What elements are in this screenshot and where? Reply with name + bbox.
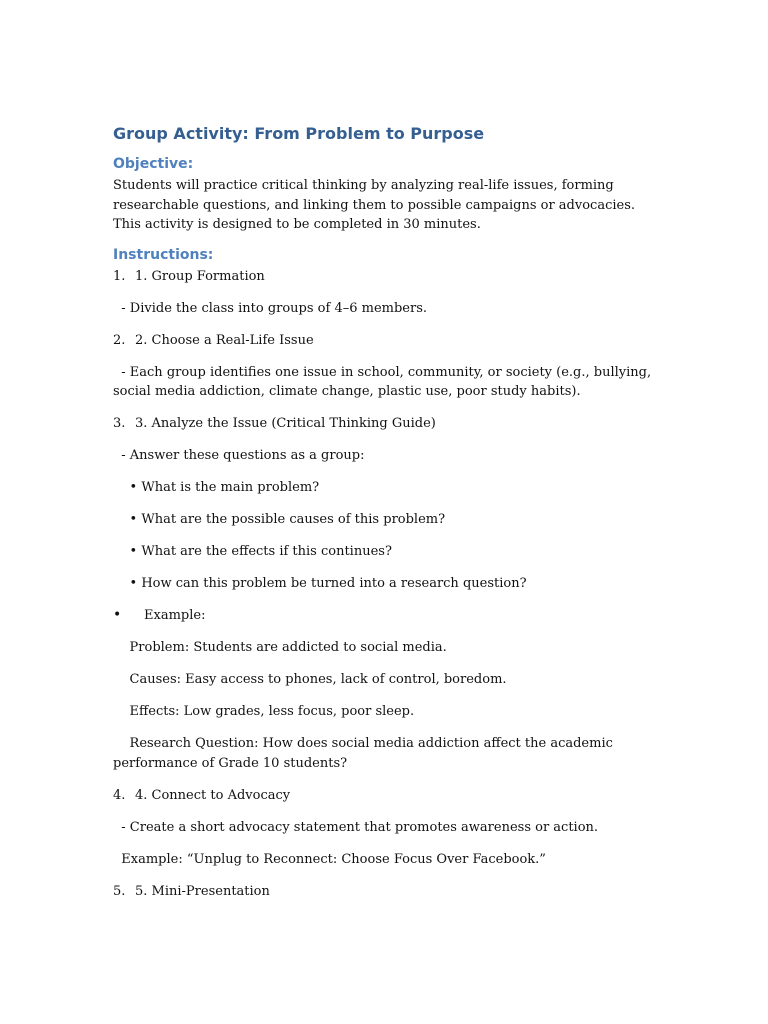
- step-3-detail: - Answer these questions as a group:: [113, 448, 365, 463]
- example-line: Causes: Easy access to phones, lack of control, boredom.: [113, 672, 507, 687]
- example-item: [113, 606, 658, 626]
- step-3-number: 3.: [113, 416, 126, 431]
- step-1: [113, 267, 658, 287]
- example-line: Effects: Low grades, less focus, poor sleep.: [113, 704, 415, 719]
- document-title: Group Activity: From Problem to Purpose: [113, 124, 485, 143]
- step-5: [113, 882, 658, 902]
- step-4-number: 4.: [113, 787, 126, 803]
- step-2-detail: - Each group identifies one issue in school, community, or society (e.g., bullying, social media addiction, climate change, plastic use, poor study habits).: [113, 364, 656, 399]
- bullet-icon: •: [113, 607, 122, 623]
- objective-text: Students will practice critical thinking by analyzing real-life issues, forming researchable questions, and linking them to possible campaigns or advocacies. This activity is designed to be completed in 30 minutes.: [113, 178, 636, 232]
- document-body: [113, 120, 658, 901]
- example-line: Research Question: How does social media addiction affect the academic performance of Grade 10 students?: [113, 736, 618, 771]
- step-4-detail: - Create a short advocacy statement that promotes awareness or action.: [113, 819, 599, 835]
- step-3-label: 3. Analyze the Issue (Critical Thinking Guide): [135, 416, 436, 431]
- step-2: [113, 331, 658, 351]
- step-1-detail: - Divide the class into groups of 4–6 members.: [113, 300, 428, 316]
- guide-question: • How can this problem be turned into a research question?: [113, 576, 527, 591]
- step-1-number: 1.: [113, 268, 126, 284]
- step-3: [113, 414, 658, 434]
- objective-heading: Objective:: [113, 156, 194, 172]
- guide-question: • What are the possible causes of this problem?: [113, 512, 446, 527]
- step-4-label: 4. Connect to Advocacy: [135, 787, 291, 803]
- guide-question: • What are the effects if this continues?: [113, 544, 392, 559]
- example-line: Problem: Students are addicted to social media.: [113, 640, 447, 655]
- step-1-label: 1. Group Formation: [135, 268, 265, 284]
- step-2-label: 2. Choose a Real-Life Issue: [135, 332, 314, 348]
- instructions-heading: Instructions:: [113, 246, 214, 263]
- example-label: Example:: [144, 608, 206, 623]
- step-4-example: Example: “Unplug to Reconnect: Choose Focus Over Facebook.”: [113, 851, 546, 867]
- step-4: [113, 786, 658, 806]
- step-5-label: 5. Mini-Presentation: [135, 883, 270, 899]
- step-2-number: 2.: [113, 332, 126, 348]
- step-5-number: 5.: [113, 883, 126, 899]
- guide-question: • What is the main problem?: [113, 480, 320, 495]
